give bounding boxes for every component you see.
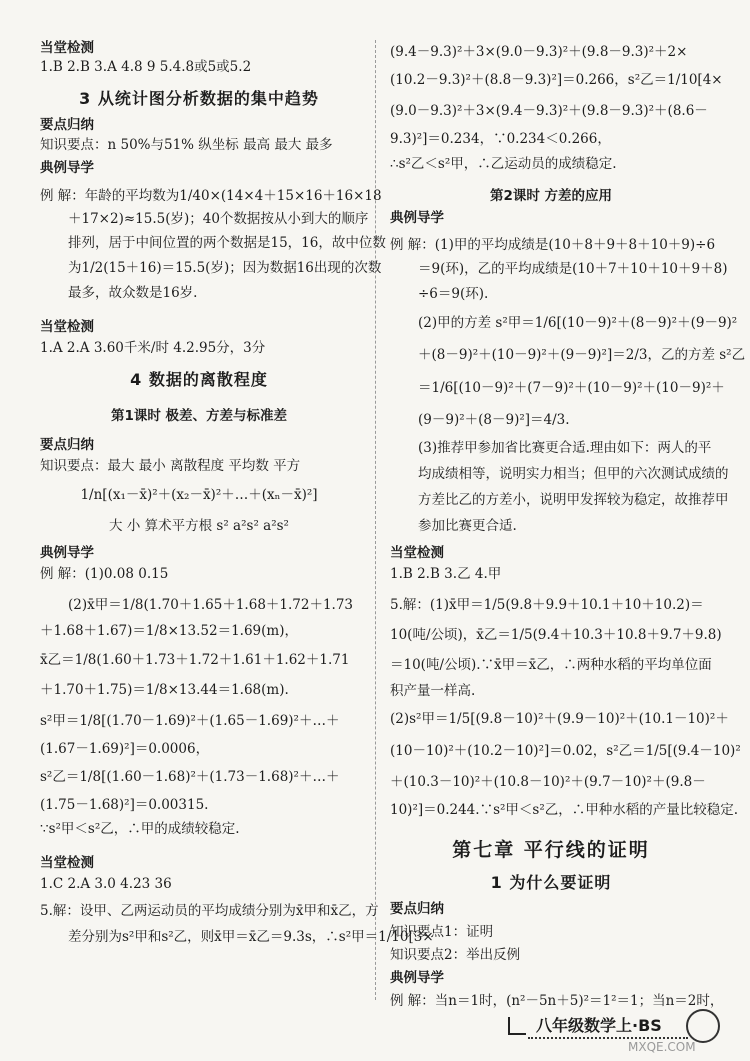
section-heading: 典例导学 — [390, 210, 444, 226]
text-line: 知识要点1：证明 — [390, 924, 494, 940]
text-line: 为1/2(15＋16)＝15.5(岁)；因为数据16出现的次数 — [68, 260, 382, 276]
text-line: 例 解：当n＝1时，(n²－5n＋5)²＝1²＝1；当n＝2时， — [390, 993, 724, 1009]
formula-line: 9.3)²]＝0.234，∵0.234＜0.266， — [390, 131, 611, 147]
text-line: ＋17×2)≈15.5(岁)；40个数据按从小到大的顺序 — [68, 211, 369, 227]
text-line: (3)推荐甲参加省比赛更合适.理由如下：两人的平 — [418, 440, 712, 456]
formula-line: 5.解：(1)x̄甲＝1/5(9.8＋9.9＋10.1＋10＋10.2)＝ — [390, 597, 704, 613]
text-line: 知识要点：最大 最小 离散程度 平均数 平方 — [40, 458, 301, 474]
answer-line: 1.B 2.B 3.乙 4.甲 — [390, 566, 502, 582]
column-divider — [375, 40, 376, 1000]
lesson-title: 第1课时 极差、方差与标准差 — [110, 407, 288, 424]
text-line: 知识要点2：举出反例 — [390, 947, 521, 963]
formula-line: (2)x̄甲＝1/8(1.70＋1.65＋1.68＋1.72＋1.73 — [68, 597, 354, 613]
text-line: 5.解：设甲、乙两运动员的平均成绩分别为x̄甲和x̄乙，方 — [40, 903, 379, 919]
section-heading: 典例导学 — [40, 160, 94, 176]
formula-line: (10.2－9.3)²＋(8.8－9.3)²]＝0.266，s²乙＝1/10[4× — [390, 72, 723, 88]
section-heading: 当堂检测 — [390, 545, 444, 561]
text-line: ＝9(环)，乙的平均成绩是(10＋7＋10＋10＋9＋8) — [418, 261, 728, 277]
answer-line: 1.A 2.A 3.60千米/时 4.2.95分，3分 — [40, 340, 266, 356]
section-heading: 当堂检测 — [40, 855, 94, 871]
formula-line: x̄乙＝1/8(1.60＋1.73＋1.72＋1.61＋1.62＋1.71 — [40, 652, 350, 668]
formula-line: ＝1/6[(10－9)²＋(7－9)²＋(10－9)²＋(10－9)²＋ — [418, 380, 725, 396]
watermark: MXQE.COM — [628, 1040, 696, 1054]
formula-line: 1/n[(x₁－x̄)²＋(x₂－x̄)²＋…＋(xₙ－x̄)²] — [80, 487, 318, 503]
section-title: 4 数据的离散程度 — [130, 370, 268, 389]
answer-line: 1.B 2.B 3.A 4.8 9 5.4.8或5或5.2 — [40, 59, 252, 75]
text-line: 例 解：(1)0.08 0.15 — [40, 566, 169, 582]
text-line: 排列，居于中间位置的两个数据是15，16，故中位数 — [68, 235, 386, 251]
text-line: 积产量一样高. — [390, 683, 476, 699]
section-title: 1 为什么要证明 — [490, 873, 612, 892]
right-column — [390, 40, 746, 1010]
section-heading: 要点归纳 — [40, 437, 94, 453]
corner-bracket-icon — [508, 1017, 526, 1035]
footer-dotted-rule — [528, 1037, 688, 1039]
text-line: 均成绩相等，说明实力相当；但甲的六次测试成绩的 — [418, 466, 729, 482]
section-heading: 典例导学 — [40, 545, 94, 561]
formula-line: (2)s²甲＝1/5[(9.8－10)²＋(9.9－10)²＋(10.1－10)²＋ — [390, 711, 729, 727]
formula-line: (9－9)²＋(8－9)²]＝4/3. — [418, 412, 570, 428]
answer-line: 1.C 2.A 3.0 4.23 36 — [40, 876, 172, 892]
section-heading: 当堂检测 — [40, 319, 94, 335]
text-line: ∵s²甲＜s²乙，∴甲的成绩较稳定. — [40, 821, 240, 837]
lesson-title: 第2课时 方差的应用 — [489, 188, 613, 204]
text-line: 参加比赛更合适. — [418, 518, 517, 534]
page-footer — [508, 1013, 728, 1041]
formula-line: (9.4－9.3)²＋3×(9.0－9.3)²＋(9.8－9.3)²＋2× — [390, 44, 688, 60]
text-line: 例 解：年龄的平均数为1/40×(14×4＋15×16＋16×18 — [40, 188, 382, 204]
formula-line: (9.0－9.3)²＋3×(9.4－9.3)²＋(9.8－9.3)²＋(8.6－ — [390, 103, 708, 119]
text-line: ＝10(吨/公顷).∵x̄甲＝x̄乙，∴两种水稻的平均单位面 — [390, 657, 712, 673]
footer-label: 八年级数学上·BS — [536, 1016, 662, 1035]
chapter-title: 第七章 平行线的证明 — [452, 839, 650, 861]
page-number-circle-icon — [686, 1009, 720, 1043]
formula-line: ＋(8－9)²＋(10－9)²＋(9－9)²]＝2/3，乙的方差 s²乙 — [418, 347, 746, 363]
formula-line: ＋(10.3－10)²＋(10.8－10)²＋(9.7－10)²＋(9.8－ — [390, 774, 706, 790]
text-line: 差分别为s²甲和s²乙，则x̄甲＝x̄乙＝9.3s，∴s²甲＝1/10[3× — [68, 929, 434, 945]
formula-line: ＋1.70＋1.75)＝1/8×13.44＝1.68(m). — [40, 682, 289, 698]
formula-line: (1.67－1.69)²]＝0.0006， — [40, 741, 210, 757]
section-heading: 要点归纳 — [40, 117, 94, 133]
text-line: 10)²]＝0.244.∵s²甲＜s²乙，∴甲种水稻的产量比较稳定. — [390, 802, 739, 818]
text-line: 知识要点：n 50%与51% 纵坐标 最高 最大 最多 — [40, 137, 333, 153]
section-heading: 要点归纳 — [390, 901, 444, 917]
formula-line: (2)甲的方差 s²甲＝1/6[(10－9)²＋(8－9)²＋(9－9)² — [418, 315, 738, 331]
text-line: 最多，故众数是16岁. — [68, 285, 198, 301]
text-line: 大 小 算术平方根 s² a²s² a²s² — [109, 518, 289, 534]
formula-line: ＋1.68＋1.67)＝1/8×13.52＝1.69(m)， — [40, 623, 298, 639]
formula-line: (10－10)²＋(10.2－10)²]＝0.02，s²乙＝1/5[(9.4－10)² — [390, 743, 741, 759]
text-line: ∴s²乙＜s²甲，∴乙运动员的成绩稳定. — [390, 156, 617, 172]
formula-line: (1.75－1.68)²]＝0.00315. — [40, 797, 209, 813]
text-line: 方差比乙的方差小，说明甲发挥较为稳定，故推荐甲 — [418, 492, 729, 508]
formula-line: s²甲＝1/8[(1.70－1.69)²＋(1.65－1.69)²＋…＋ — [40, 713, 340, 729]
formula-line: s²乙＝1/8[(1.60－1.68)²＋(1.73－1.68)²＋…＋ — [40, 769, 340, 785]
section-heading: 典例导学 — [390, 970, 444, 986]
text-line: ÷6＝9(环). — [418, 286, 489, 302]
formula-line: 10(吨/公顷)，x̄乙＝1/5(9.4＋10.3＋10.8＋9.7＋9.8) — [390, 627, 722, 643]
section-heading: 当堂检测 — [40, 40, 94, 56]
text-line: 例 解：(1)甲的平均成绩是(10＋8＋9＋8＋10＋9)÷6 — [390, 237, 716, 253]
section-title: 3 从统计图分析数据的集中趋势 — [79, 89, 319, 108]
